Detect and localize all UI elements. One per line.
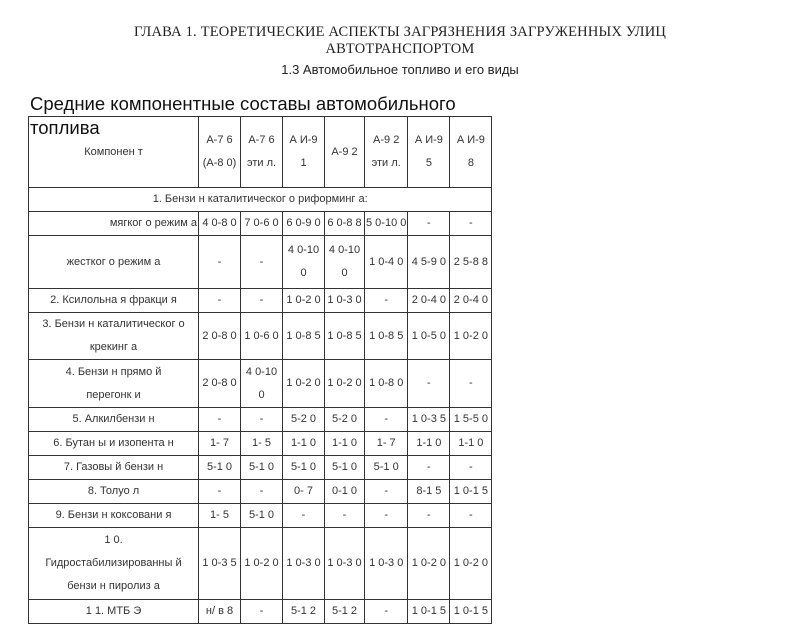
table-cell-line: -: [427, 461, 431, 473]
component-name: [29, 504, 199, 528]
table-cell-line: 1 0-1 5: [411, 605, 446, 617]
table-cell: [283, 456, 325, 480]
component-name: [29, 528, 199, 600]
column-header: [365, 117, 408, 188]
table-cell-line: -: [469, 461, 473, 473]
chapter-title-line2: АВТОТРАНСПОРТОМ: [325, 41, 475, 57]
component-name-line: перегонк и: [86, 388, 141, 401]
chapter-title: [0, 24, 800, 58]
table-cell-line: 0: [258, 388, 265, 401]
table-cell-line: 1 0-2 0: [453, 329, 488, 342]
table-cell: [241, 528, 283, 600]
table-cell-line: 2 5-8 8: [453, 255, 488, 268]
table-row: [29, 236, 492, 289]
table-cell-line: 1- 7: [210, 437, 229, 449]
table-cell-line: 1 0-8 5: [327, 329, 362, 342]
component-name: [29, 600, 199, 624]
table-cell: [365, 456, 408, 480]
table-cell-line: 2 0-8 0: [202, 329, 237, 342]
table-cell-line: 2 0-4 0: [453, 294, 488, 306]
table-cell-line: 1 0-2 0: [327, 377, 362, 389]
table-cell-line: 1- 5: [252, 437, 271, 449]
component-name: [29, 480, 199, 504]
table-cell: [450, 480, 492, 504]
table-cell-line: 2 0-8 0: [202, 377, 237, 389]
table-cell: [408, 480, 450, 504]
table-cell-line: 5-1 0: [248, 509, 275, 521]
component-name: [29, 360, 199, 408]
table-row: [29, 528, 492, 600]
table-cell-line: 5-1 0: [290, 461, 317, 473]
table-cell-line: -: [427, 377, 431, 389]
table-cell-line: -: [384, 294, 389, 306]
table-cell: [325, 408, 365, 432]
component-name: [29, 456, 199, 480]
table-row: [29, 480, 492, 504]
table-cell-line: 1-1 0: [331, 437, 358, 449]
page-heading: Средние компонентные составы автомобильного топлива: [30, 93, 456, 138]
table-cell: [283, 408, 325, 432]
group-title: 1. Бензи н каталитическог о риформинг а:: [29, 188, 492, 212]
table-cell: [325, 432, 365, 456]
table-cell: [450, 408, 492, 432]
table-row: [29, 212, 492, 236]
table-cell-line: 1 0-8 0: [369, 377, 404, 389]
component-name-line: 6. Бутан ы и изопента н: [53, 437, 174, 449]
table-cell-line: 7 0-6 0: [244, 217, 279, 229]
table-row: [29, 456, 492, 480]
table-row: [29, 504, 492, 528]
table-cell-line: -: [259, 605, 264, 617]
table-cell-line: -: [259, 413, 264, 425]
table-cell-line: -: [259, 485, 264, 497]
table-cell-line: 1 0-6 0: [244, 329, 279, 342]
component-name-line: жестког о режим а: [66, 255, 161, 268]
table-cell: [408, 432, 450, 456]
table-cell: [450, 456, 492, 480]
table-cell: [408, 504, 450, 528]
component-name-line: крекинг а: [89, 341, 138, 353]
column-header-line: 8: [467, 157, 474, 169]
table-cell-line: -: [259, 255, 264, 268]
table-cell-line: -: [384, 605, 389, 617]
table-cell: [283, 600, 325, 624]
table-cell: [199, 480, 241, 504]
chapter-title-line1: ГЛАВА 1. ТЕОРЕТИЧЕСКИЕ АСПЕКТЫ ЗАГРЯЗНЕНИЯ ЗАГРУЖЕННЫХ УЛИЦ: [133, 24, 667, 40]
table-cell: [450, 528, 492, 600]
table-cell-line: 5-1 0: [206, 461, 233, 473]
table-cell-line: -: [384, 413, 389, 425]
table-row: [29, 289, 492, 313]
component-name-line: 1 1. МТБ Э: [85, 605, 142, 617]
table-cell: [241, 600, 283, 624]
component-name: [29, 212, 199, 236]
table-cell: [199, 236, 241, 289]
table-cell-line: -: [217, 294, 222, 306]
table-cell: [241, 289, 283, 313]
column-header: [199, 117, 241, 188]
table-cell-line: -: [427, 217, 431, 229]
table-cell: [241, 408, 283, 432]
table-cell: [199, 212, 241, 236]
table-cell: [283, 504, 325, 528]
table-cell-line: -: [217, 255, 222, 268]
table-cell: [408, 313, 450, 360]
column-header-line: 1: [300, 157, 307, 169]
table-cell: [283, 212, 325, 236]
table-cell: [450, 360, 492, 408]
table-row: [29, 600, 492, 624]
table-cell: [325, 600, 365, 624]
table-cell: [365, 236, 408, 289]
table-cell: [199, 528, 241, 600]
table-cell-line: 0-1 0: [331, 485, 358, 497]
table-cell-line: 1 0-1 5: [453, 605, 488, 617]
table-cell-line: 1- 5: [210, 509, 229, 521]
table-cell-line: 1 0-3 0: [286, 557, 321, 569]
table-cell: [199, 600, 241, 624]
table-cell-line: н/ в 8: [205, 605, 234, 617]
column-header-line: А И-9: [456, 134, 485, 146]
column-header-line: эти л.: [246, 157, 277, 169]
column-header: [325, 117, 365, 188]
component-name-line: мягког о режим а: [109, 217, 197, 229]
table-cell-line: 4 0-10: [328, 244, 361, 256]
table-cell-line: 1-1 0: [416, 437, 442, 449]
component-name: [29, 313, 199, 360]
table-cell: [408, 456, 450, 480]
table-cell-line: 1-1 0: [290, 437, 317, 449]
table-header-row: [29, 117, 492, 188]
component-name-line: 7. Газовы й бензи н: [63, 461, 164, 473]
table-row: [29, 408, 492, 432]
table-cell: [408, 360, 450, 408]
table-cell-line: 4 0-10: [245, 365, 278, 378]
component-name-line: Гидростабилизированны й: [45, 557, 182, 569]
column-header-line: (А-8 0): [202, 157, 237, 169]
component-name-line: 5. Алкилбензи н: [72, 413, 155, 425]
table-cell: [199, 360, 241, 408]
table-cell: [325, 313, 365, 360]
component-name-line: 8. Толуо л: [87, 485, 140, 497]
table-cell: [283, 528, 325, 600]
table-cell: [199, 289, 241, 313]
table-cell: [365, 432, 408, 456]
table-cell: [325, 528, 365, 600]
table-cell: [365, 408, 408, 432]
table-cell-line: 1 0-2 0: [453, 557, 488, 569]
table-cell: [241, 480, 283, 504]
table-row: [29, 313, 492, 360]
table-cell: [450, 504, 492, 528]
group-title-row: [29, 188, 492, 212]
table-cell-line: -: [469, 217, 473, 229]
component-name: [29, 432, 199, 456]
table-cell-line: 1 0-8 5: [369, 329, 404, 342]
table-cell-line: 5-2 0: [331, 413, 358, 425]
component-name: [29, 289, 199, 313]
column-header: [408, 117, 450, 188]
table-cell-line: 1 0-3 0: [369, 557, 404, 569]
table-cell-line: -: [384, 509, 389, 521]
component-name-line: 9. Бензи н коксовани я: [55, 509, 172, 521]
table-cell-line: 5-1 0: [373, 461, 399, 473]
table-cell: [450, 289, 492, 313]
table-cell-line: -: [217, 413, 222, 425]
table-row: [29, 360, 492, 408]
table-cell: [283, 289, 325, 313]
table-cell: [365, 480, 408, 504]
table-cell: [325, 456, 365, 480]
column-header-line: А-9 2: [373, 134, 400, 146]
table-cell: [408, 528, 450, 600]
table-cell: [199, 504, 241, 528]
table-cell: [365, 528, 408, 600]
table-cell: [365, 212, 408, 236]
column-header-line: А-7 6: [248, 134, 275, 146]
component-name-line: бензи н пиролиз а: [67, 580, 160, 592]
table-row: [29, 432, 492, 456]
column-header-line: А И-9: [414, 134, 443, 146]
table-cell: [325, 289, 365, 313]
table-cell-line: 1 0-4 0: [369, 255, 404, 268]
table-cell: [283, 313, 325, 360]
table-cell: [241, 504, 283, 528]
column-header: [283, 117, 325, 188]
table-cell-line: 1-1 0: [458, 437, 484, 449]
column-header-line: эти л.: [371, 157, 401, 169]
table-cell-line: 5-1 2: [290, 605, 317, 617]
table-cell: [325, 236, 365, 289]
table-cell: [408, 236, 450, 289]
table-cell-line: 4 0-10: [287, 244, 320, 256]
table-cell: [450, 600, 492, 624]
table-cell-line: 1 0-1 5: [453, 485, 488, 497]
table-cell-line: -: [259, 294, 264, 306]
table-cell: [283, 360, 325, 408]
table-cell-line: -: [427, 509, 431, 521]
table-cell-line: 8-1 5: [416, 485, 442, 497]
component-name-line: 1 0.: [104, 534, 123, 546]
table-cell-line: 1 0-3 5: [411, 413, 446, 425]
table-cell: [241, 432, 283, 456]
table-cell: [365, 313, 408, 360]
table-cell-line: 1 0-2 0: [286, 294, 321, 306]
table-cell: [283, 236, 325, 289]
table-cell-line: 5-2 0: [290, 413, 317, 425]
column-header-line: А-7 6: [206, 134, 233, 146]
component-name: [29, 408, 199, 432]
table-cell: [199, 432, 241, 456]
table-cell: [408, 289, 450, 313]
table-cell-line: 0: [341, 267, 348, 279]
table-cell-line: -: [384, 485, 389, 497]
table-cell-line: 5 0-10 0: [366, 217, 407, 229]
component-name-line: 4. Бензи н прямо й: [65, 365, 162, 378]
table-cell: [199, 313, 241, 360]
table-cell-line: -: [342, 509, 347, 521]
table-cell-line: -: [217, 485, 222, 497]
table-cell: [241, 212, 283, 236]
table-cell-line: 1 5-5 0: [453, 413, 488, 425]
component-header: Компонен т: [29, 117, 199, 188]
table-cell: [241, 360, 283, 408]
composition-table: [28, 116, 492, 624]
table-cell-line: -: [469, 509, 473, 521]
table-cell-line: 6 0-9 0: [286, 217, 321, 229]
table-cell-line: 4 5-9 0: [411, 255, 446, 268]
table-cell: [365, 289, 408, 313]
table-cell: [325, 480, 365, 504]
column-header-line: А-9 2: [331, 145, 358, 158]
table-cell-line: 2 0-4 0: [411, 294, 446, 306]
table-cell-line: 1 0-2 0: [286, 377, 321, 389]
table-cell: [283, 480, 325, 504]
table-cell-line: 1 0-3 0: [327, 557, 362, 569]
table-cell-line: 1- 7: [376, 437, 396, 449]
table-cell-line: -: [469, 377, 473, 389]
table-cell: [408, 212, 450, 236]
table-cell: [325, 360, 365, 408]
table-cell: [283, 432, 325, 456]
component-name-line: 2. Ксилольна я фракци я: [50, 294, 177, 306]
table-cell: [408, 600, 450, 624]
table-cell: [325, 212, 365, 236]
table-cell: [450, 236, 492, 289]
table-cell: [450, 212, 492, 236]
table-cell-line: 1 0-3 0: [327, 294, 362, 306]
column-header: [450, 117, 492, 188]
table-cell: [365, 504, 408, 528]
table-cell-line: 1 0-5 0: [411, 329, 446, 342]
table-cell-line: 1 0-2 0: [411, 557, 446, 569]
table-cell: [365, 360, 408, 408]
table-cell-line: 5-1 2: [331, 605, 358, 617]
column-header-line: А И-9: [289, 134, 318, 146]
table-cell: [325, 504, 365, 528]
section-title: 1.3 Автомобильное топливо и его виды: [281, 62, 519, 77]
table-cell-line: 6 0-8 8: [327, 217, 362, 229]
table-cell: [241, 456, 283, 480]
table-cell-line: 1 0-2 0: [244, 557, 279, 569]
column-header-line: 5: [425, 157, 432, 169]
table-cell-line: 5-1 0: [331, 461, 358, 473]
table-cell-line: -: [301, 509, 306, 521]
table-cell-line: 1 0-8 5: [286, 329, 321, 342]
table-cell: [450, 432, 492, 456]
table-cell: [241, 313, 283, 360]
table-cell: [199, 456, 241, 480]
table-cell: [241, 236, 283, 289]
table-cell: [450, 313, 492, 360]
table-cell-line: 0- 7: [294, 485, 313, 497]
component-name-line: 3. Бензи н каталитическог о: [42, 318, 185, 330]
column-header: [241, 117, 283, 188]
component-name: [29, 236, 199, 289]
table-cell: [199, 408, 241, 432]
table-cell: [408, 408, 450, 432]
table-cell: [365, 600, 408, 624]
table-cell-line: 4 0-8 0: [202, 217, 237, 229]
table-cell-line: 1 0-3 5: [202, 557, 237, 569]
table-cell-line: 0: [300, 267, 307, 279]
table-cell-line: 5-1 0: [248, 461, 275, 473]
